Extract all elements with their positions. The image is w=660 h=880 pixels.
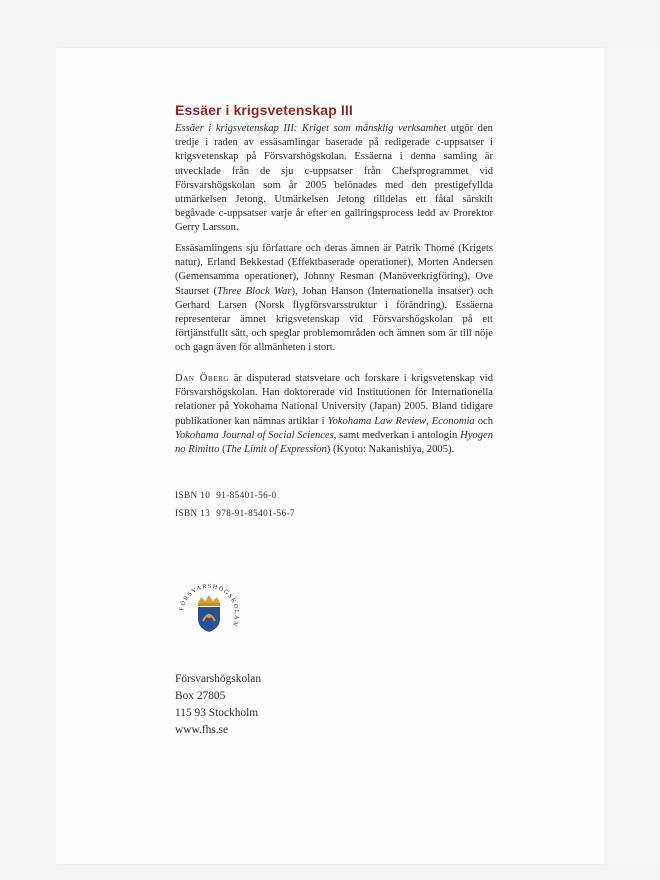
bio-text-4: ( xyxy=(219,444,226,456)
cover-edge xyxy=(604,48,660,864)
book-title-italic: Essäer i krigsvetenskap III: Kriget som mänsklig verksamhet xyxy=(175,123,447,134)
logo-ring-text: FÖRSVARSHÖGSKOLAN xyxy=(178,583,240,628)
publisher-box: Box 27805 xyxy=(175,690,226,702)
editor-name: Dan Öberg xyxy=(175,373,230,384)
isbn-label: ISBN 13 xyxy=(175,508,211,518)
publisher-name: Försvarshögskolan xyxy=(175,673,262,685)
crown-shield-emblem-icon xyxy=(178,583,240,645)
isbn-10 xyxy=(175,490,277,500)
isbn-value: 91-85401-56-0 xyxy=(216,490,277,500)
isbn-label: ISBN 10 xyxy=(175,490,211,500)
authors-italic-1: Three Block War xyxy=(217,285,292,297)
bio-italic-3: Yokohama Journal of Social Sciences xyxy=(175,429,334,441)
bio-text-1: är disputerad statsvetare och forskare i krigsvetenskap vid Försvarshögskolan. Han doktorerade vid Institutionen för Internationella relationer på Yokohama National University (Japan) 2005. Bland tidigare publikationer kan nämnas artiklar i xyxy=(175,373,493,427)
authors-text-1: Essäsamlingens sju författare och deras ämnen är Patrik Thomé (Krigets natur), Erland Bekkestad (Effektbaserade operationer), Morten Andersen (Gemensamma operationer), Johnny Resman (Manöverkrigföring), Ove Staurset ( xyxy=(175,243,493,297)
bio-italic-2: Economia xyxy=(431,415,475,427)
bio-text-3: , samt medverkan i antologin xyxy=(333,429,461,441)
bio-text-2: och xyxy=(474,415,493,427)
bio-italic-1: Yokohama Law Review xyxy=(327,415,427,427)
isbn-13 xyxy=(175,508,295,518)
bio-italic-4: Hyogen no Rimitto xyxy=(175,429,494,456)
bio-text-5: ) (Kyoto: Nakanishiya, 2005). xyxy=(326,444,455,456)
publisher-website-link[interactable]: www.fhs.se xyxy=(175,724,229,736)
description-text: utgör den tredje i raden av essäsamlingar baserade på redigerade c-uppsatser i krigsvetenskap på Försvarshögskolan. Essäerna i denna samling är utvecklade från de sju c-uppsatser från Chefsprogrammet vid Försvarshögskolan som år 2005 belönades med den prestigefyllda utmärkelsen Jetong. Utmärkelsen Jetong tilldelas ett fåtal särskilt begåvade c-uppsatser varje år efter en gallringsprocess ledd av Prorektor Gerry Larsson. xyxy=(175,123,493,234)
isbn-value: 978-91-85401-56-7 xyxy=(216,508,295,518)
editor-bio-paragraph xyxy=(175,372,493,457)
authors-paragraph xyxy=(175,242,493,356)
bio-italic-5: The Limit of Expression xyxy=(225,444,327,456)
bio-sep-1: , xyxy=(426,415,432,427)
authors-text-2: ), Johan Hanson (Internationella insatser) och Gerhard Larsen (Norsk flygförsvarsstruktur i förändring). Essäerna representerar ämnet krigsvetenskap vid Försvarshögskolan på ett förtjänstfullt sätt, och speglar problemområden och ämnen som är till nöje och gagn även för allmänheten i stort. xyxy=(175,285,494,354)
publisher-city: 115 93 Stockholm xyxy=(175,707,259,719)
book-title: Essäer i krigsvetenskap III xyxy=(175,102,353,118)
description-paragraph xyxy=(175,122,493,236)
